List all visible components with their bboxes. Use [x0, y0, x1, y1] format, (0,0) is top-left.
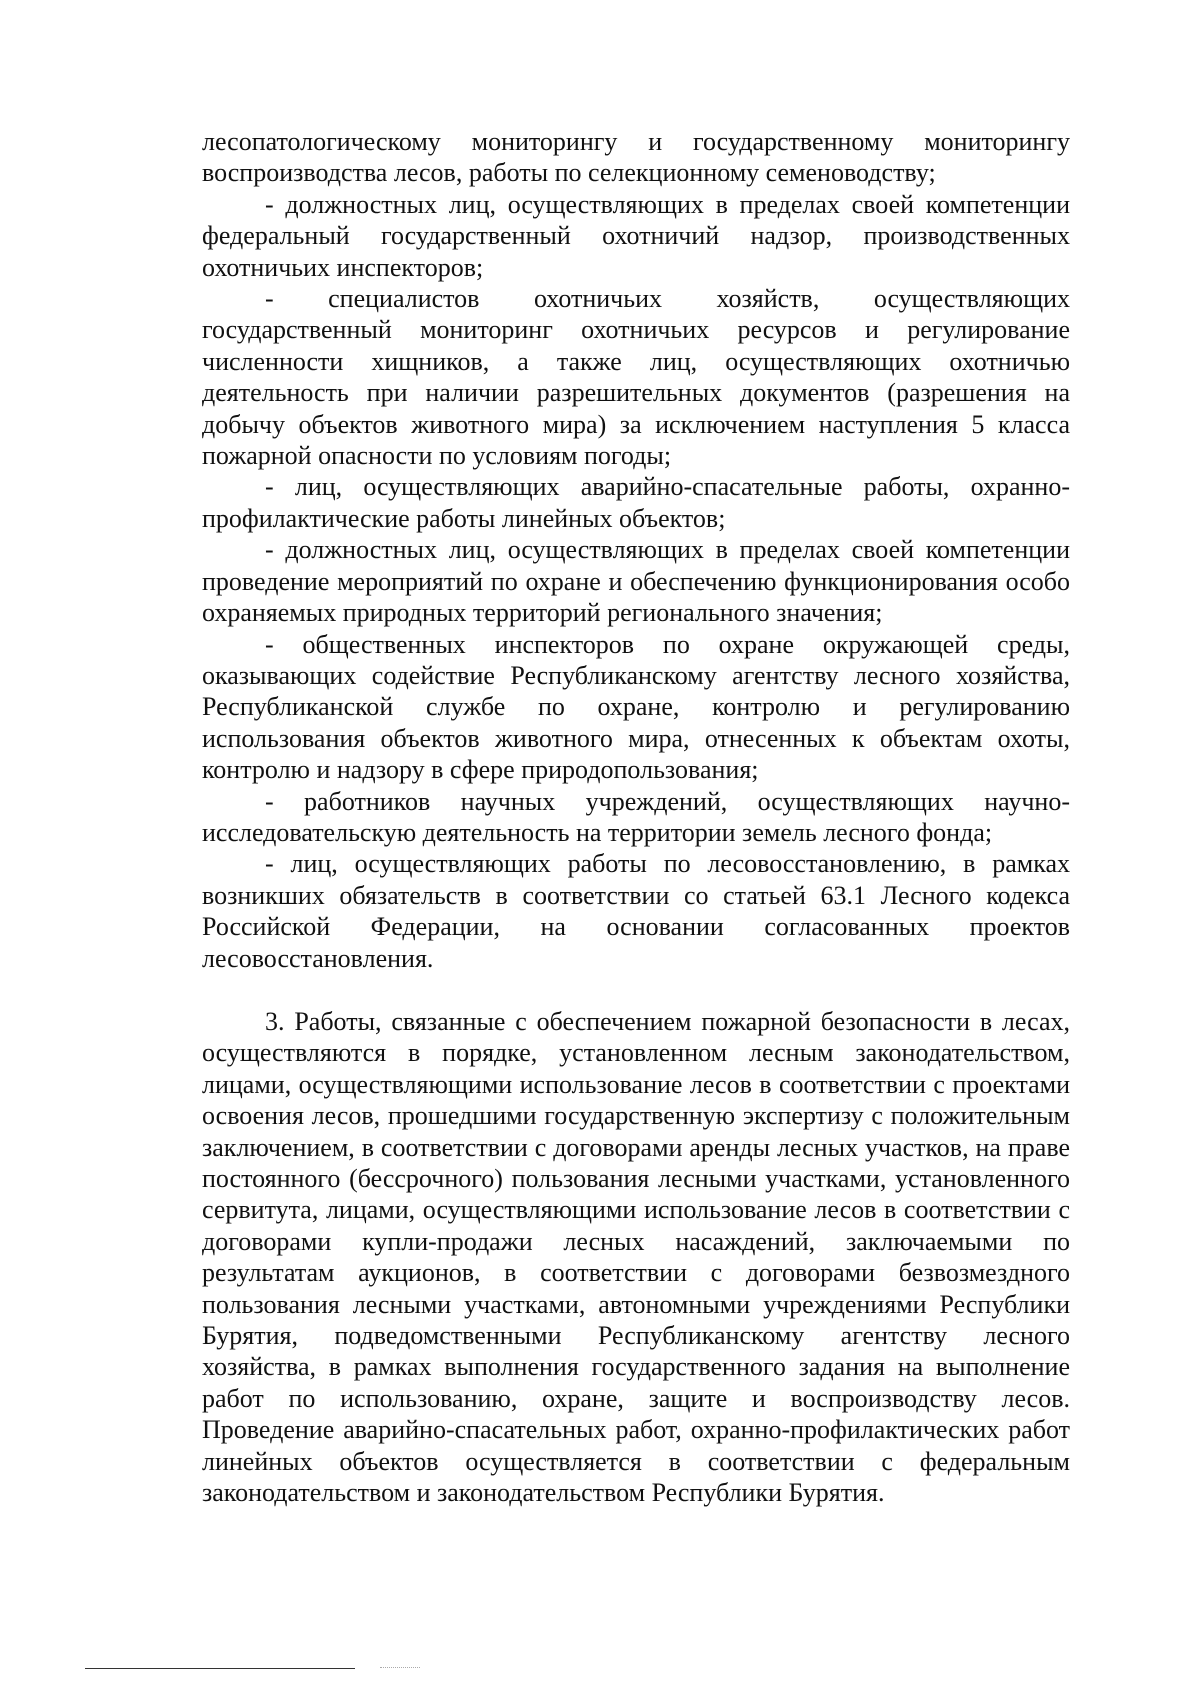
list-item-public-inspectors: - общественных инспекторов по охране окружающей среды, оказывающих содействие Республиканскому агентству лесного хозяйства, Республиканской службе по охране, контролю и регулированию использования объектов животного мира, отнесенных к объектам охоты, контролю и надзору в сфере природопользования;: [202, 629, 1070, 785]
list-item-protected-areas-officials: - должностных лиц, осуществляющих в пределах своей компетенции проведение мероприятий по охране и обеспечению функционирования особо охраняемых природных территорий регионального значения;: [202, 535, 1070, 628]
footer-rule: [85, 1668, 355, 1669]
list-item-hunting-supervisors: - должностных лиц, осуществляющих в пределах своей компетенции федеральный государственный охотничий надзор, производственных охотничьих инспекторов;: [202, 189, 1070, 282]
document-body: [202, 126, 1070, 1508]
paragraph-continuation: лесопатологическому мониторингу и государственному мониторингу воспроизводства лесов, работы по селекционному семеноводству;: [202, 127, 1070, 188]
list-item-hunting-specialists: - специалистов охотничьих хозяйств, осуществляющих государственный мониторинг охотничьих ресурсов и регулирование численности хищников, а также лиц, осуществляющих охотничью деятельность при наличии разрешительных документов (разрешения на добычу объектов животного мира) за исключением наступления 5 класса пожарной опасности по условиям погоды;: [202, 284, 1070, 471]
list-item-rescue-workers: - лиц, осуществляющих аварийно-спасательные работы, охранно-профилактические работы линейных объектов;: [202, 472, 1070, 533]
list-item-reforestation-workers: - лиц, осуществляющих работы по лесовосстановлению, в рамках возникших обязательств в соответствии со статьей 63.1 Лесного кодекса Российской Федерации, на основании согласованных проектов лесовосстановления.: [202, 849, 1070, 973]
list-item-research-workers: - работников научных учреждений, осуществляющих научно-исследовательскую деятельность на территории земель лесного фонда;: [202, 786, 1070, 847]
section-3-paragraph: 3. Работы, связанные с обеспечением пожарной безопасности в лесах, осуществляются в порядке, установленном лесным законодательством, лицами, осуществляющими использование лесов в соответствии с проектами освоения лесов, прошедшими государственную экспертизу с положительным заключением, в соответствии с договорами аренды лесных участков, на праве постоянного (бессрочного) пользования лесными участками, установленного сервитута, лицами, осуществляющими использование лесов в соответствии с договорами купли-продажи лесных насаждений, заключаемыми по результатам аукционов, в соответствии с договорами безвозмездного пользования лесными участками, автономными учреждениями Республики Бурятия, подведомственными Республиканскому агентству лесного хозяйства, в рамках выполнения государственного задания на выполнение работ по использованию, охране, защите и воспроизводству лесов. Проведение аварийно-спасательных работ, охранно-профилактических работ линейных объектов осуществляется в соответствии с федеральным законодательством и законодательством Республики Бурятия.: [202, 1006, 1070, 1508]
footer-rule-faint: [380, 1667, 420, 1668]
